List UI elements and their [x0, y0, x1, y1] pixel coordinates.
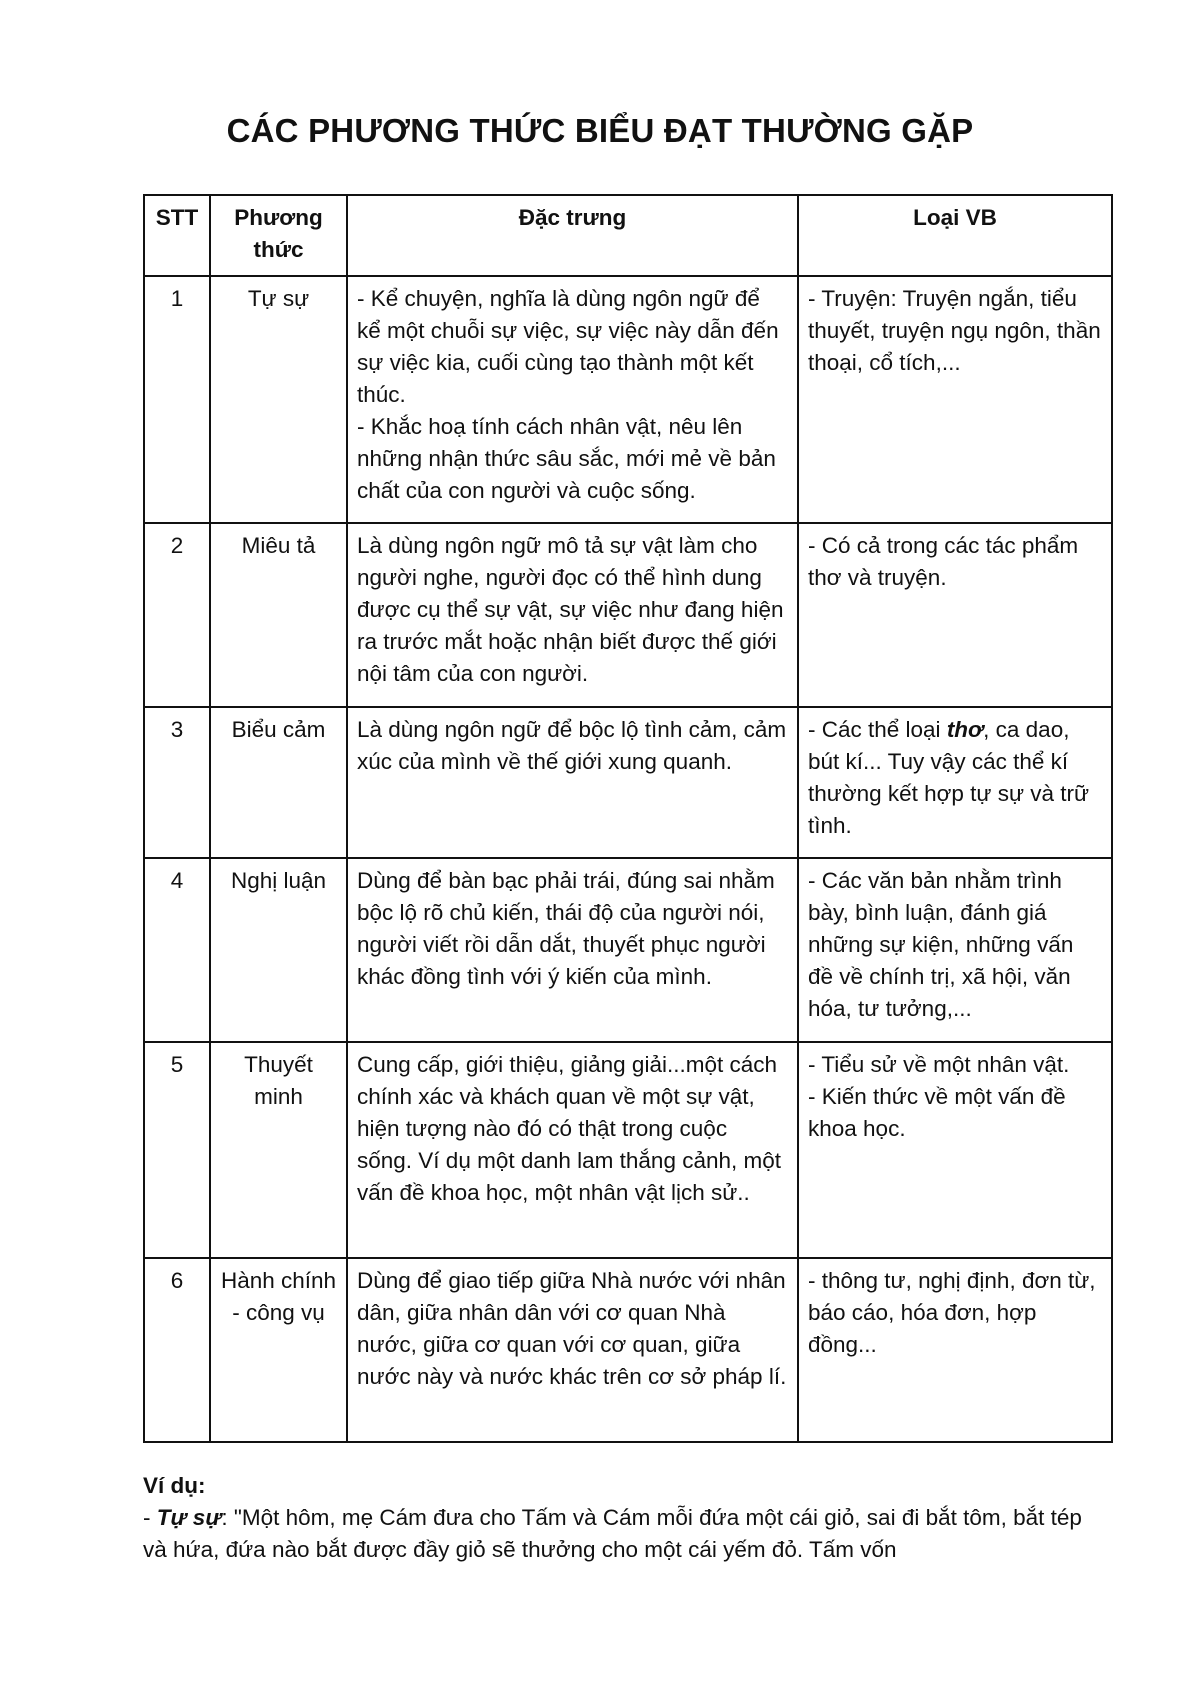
header-stt: STT	[144, 195, 210, 276]
table-header-row	[144, 195, 1112, 276]
text-type-line: - Kiến thức về một vấn đề khoa học.	[808, 1084, 1066, 1141]
table-row	[144, 858, 1112, 1042]
row-text-type	[798, 707, 1112, 858]
example-text: : "Một hôm, mẹ Cám đưa cho Tấm và Cám mỗi đứa một cái giỏ, sai đi bắt tôm, bắt tép và hứa, đứa nào bắt được đầy giỏ sẽ thưởng cho một cái yếm đỏ. Tấm vốn	[143, 1505, 1082, 1562]
features-line: Là dùng ngôn ngữ để bộc lộ tình cảm, cảm xúc của mình về thế giới xung quanh.	[357, 717, 787, 774]
row-text-type	[798, 1042, 1112, 1258]
text-type-line: - thông tư, nghị định, đơn từ, báo cáo, hóa đơn, hợp đồng...	[808, 1268, 1096, 1357]
row-stt: 5	[144, 1042, 210, 1258]
row-method: Miêu tả	[210, 523, 347, 707]
text-type-line: - Các văn bản nhằm trình bày, bình luận, đánh giá những sự kiện, những vấn đề về chính trị, xã hội, văn hóa, tư tưởng,...	[808, 868, 1074, 1021]
row-text-type	[798, 858, 1112, 1042]
row-stt: 3	[144, 707, 210, 858]
row-text-type	[798, 276, 1112, 523]
header-text-type: Loại VB	[798, 195, 1112, 276]
example-label: Tự sự	[156, 1505, 222, 1530]
text-type-emphasis: thơ	[946, 717, 984, 742]
table-row	[144, 707, 1112, 858]
expression-methods-table	[143, 194, 1113, 1443]
text-type-line: - Có cả trong các tác phẩm thơ và truyện.	[808, 533, 1079, 590]
row-features	[347, 276, 798, 523]
row-text-type	[798, 1258, 1112, 1442]
table-row	[144, 523, 1112, 707]
table-row	[144, 1258, 1112, 1442]
row-stt: 6	[144, 1258, 210, 1442]
features-line: Dùng để bàn bạc phải trái, đúng sai nhằm bộc lộ rõ chủ kiến, thái độ của người nói, người viết rồi dẫn dắt, thuyết phục người khác đồng tình với ý kiến của mình.	[357, 868, 775, 989]
row-method: Tự sự	[210, 276, 347, 523]
row-features	[347, 858, 798, 1042]
row-method: Hành chính - công vụ	[210, 1258, 347, 1442]
row-features	[347, 523, 798, 707]
text-type-prefix: - Các thể loại	[808, 717, 947, 742]
text-type-suffix: , ca dao, bút kí... Tuy vậy các thể kí thường kết hợp tự sự và trữ tình.	[808, 717, 1090, 838]
text-type-line: - Truyện: Truyện ngắn, tiểu thuyết, truyện ngụ ngôn, thần thoại, cổ tích,...	[808, 286, 1101, 375]
example-section	[143, 1470, 1111, 1566]
row-method: Thuyết minh	[210, 1042, 347, 1258]
row-text-type	[798, 523, 1112, 707]
row-features	[347, 1042, 798, 1258]
header-method: Phương thức	[210, 195, 347, 276]
table-row	[144, 276, 1112, 523]
row-features	[347, 707, 798, 858]
row-stt: 4	[144, 858, 210, 1042]
example-heading: Ví dụ:	[143, 1473, 206, 1498]
header-features: Đặc trưng	[347, 195, 798, 276]
row-method: Biểu cảm	[210, 707, 347, 858]
features-line: - Khắc hoạ tính cách nhân vật, nêu lên những nhận thức sâu sắc, mới mẻ về bản chất của con người và cuộc sống.	[357, 414, 776, 503]
row-stt: 1	[144, 276, 210, 523]
features-line: Là dùng ngôn ngữ mô tả sự vật làm cho người nghe, người đọc có thể hình dung được cụ thể sự vật, sự việc như đang hiện ra trước mắt hoặc nhận biết được thế giới nội tâm của con người.	[357, 533, 784, 686]
row-features	[347, 1258, 798, 1442]
table-row	[144, 1042, 1112, 1258]
features-line: Dùng để giao tiếp giữa Nhà nước với nhân dân, giữa nhân dân với cơ quan Nhà nước, giữa cơ quan với cơ quan, giữa nước này và nước khác trên cơ sở pháp lí.	[357, 1268, 787, 1389]
features-line: Cung cấp, giới thiệu, giảng giải...một cách chính xác và khách quan về một sự vật, hiện tượng nào đó có thật trong cuộc sống. Ví dụ một danh lam thắng cảnh, một vấn đề khoa học, một nhân vật lịch sử..	[357, 1052, 782, 1205]
row-method: Nghị luận	[210, 858, 347, 1042]
text-type-line: - Tiểu sử về một nhân vật.	[808, 1052, 1070, 1077]
example-dash: -	[143, 1505, 157, 1530]
features-line: - Kể chuyện, nghĩa là dùng ngôn ngữ để kể một chuỗi sự việc, sự việc này dẫn đến sự việc kia, cuối cùng tạo thành một kết thúc.	[357, 286, 779, 407]
page-title: CÁC PHƯƠNG THỨC BIỂU ĐẠT THƯỜNG GẶP	[226, 112, 974, 149]
row-stt: 2	[144, 523, 210, 707]
